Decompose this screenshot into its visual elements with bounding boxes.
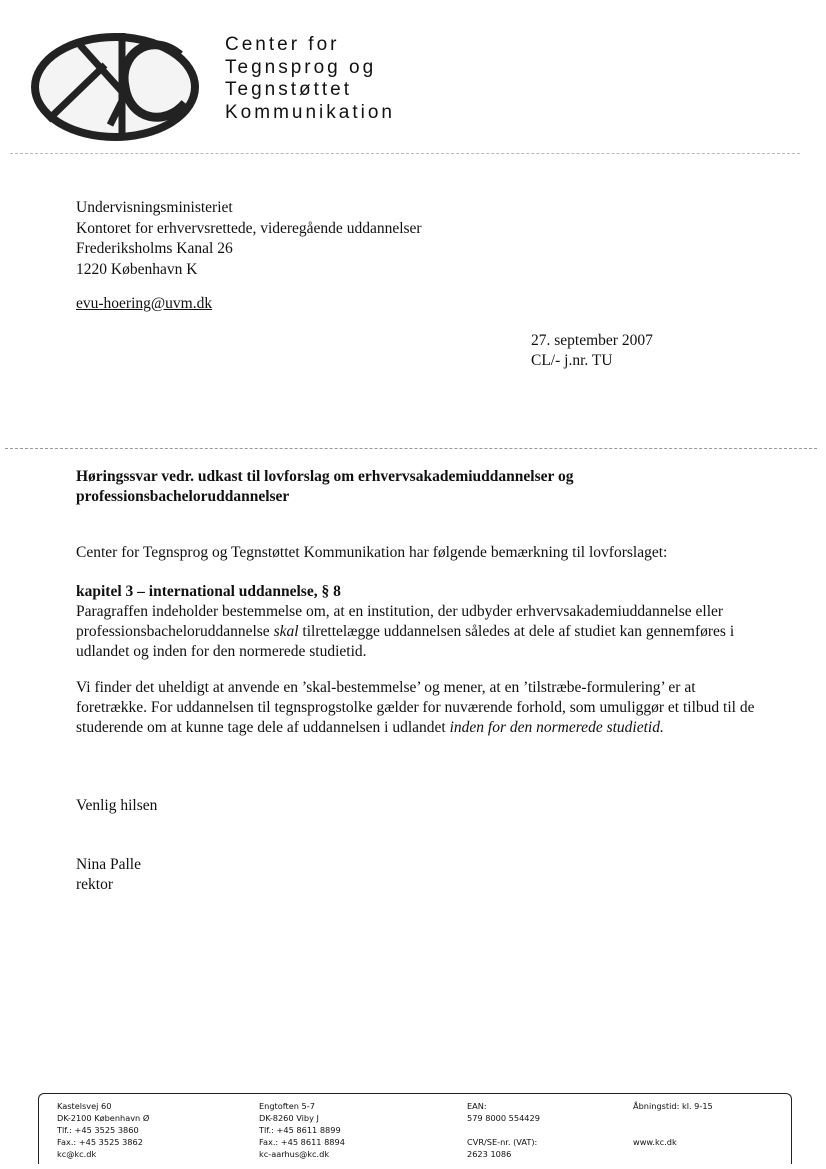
section-text-part: tilrettelægge uddannelsen således at dele af studiet kan gennemføres i udlandet og inden for den normerede studietid. [76, 623, 735, 660]
recipient-line: Undervisningsministeriet [76, 199, 233, 216]
footer-email[interactable]: kc@kc.dk [57, 1149, 97, 1159]
recipient-address [76, 198, 422, 280]
org-line: Tegnsprog og [225, 56, 377, 78]
letter-subject: Høringssvar vedr. udkast til lovforslag om erhvervsakademiuddannelser og professionsbacheloruddannelser [76, 468, 574, 505]
letter-date: 27. september 2007 [531, 332, 653, 349]
footer-line: Fax.: +45 8611 8894 [259, 1137, 345, 1147]
section-text-emphasis: skal [273, 623, 299, 640]
letter-footer [38, 1093, 792, 1164]
section-chapter-3 [76, 582, 756, 662]
reference-number: CL/- j.nr. TU [531, 352, 613, 369]
footer-line: Tlf.: +45 3525 3860 [57, 1125, 139, 1135]
opinion-text: Vi finder det uheldigt at anvende en ’skal-bestemmelse’ og mener, at en ’tilstræbe-formulering’ er at foretrække. For uddannelsen til tegnsprogstolke gælder for nuværende forhold, som umuliggør et tilbud til de studerende om at kunne tage dele af uddannelsen i udlandet [76, 679, 755, 736]
footer-line: Tlf.: +45 8611 8899 [259, 1125, 341, 1135]
footer-copenhagen-address [57, 1100, 149, 1160]
footer-line: EAN: [467, 1101, 487, 1111]
date-block [531, 331, 653, 371]
footer-line: Engtoften 5-7 [259, 1101, 315, 1111]
section-text-part: Paragraffen indeholder bestemmelse om, at en institution, der udbyder erhvervsakademiuddannelse eller professionsbacheloruddannelse [76, 603, 724, 640]
recipient-email[interactable]: evu-hoering@uvm.dk [76, 295, 213, 312]
recipient-line: Frederiksholms Kanal 26 [76, 240, 233, 257]
intro-paragraph: Center for Tegnsprog og Tegnstøttet Kommunikation har følgende bemærkning til lovforslaget: [76, 544, 668, 561]
footer-line: Fax.: +45 3525 3862 [57, 1137, 143, 1147]
org-line: Kommunikation [225, 101, 395, 123]
signer-title: rektor [76, 876, 114, 893]
footer-line: 2623 1086 [467, 1149, 512, 1159]
signature-block [76, 855, 141, 895]
signer-name: Nina Palle [76, 856, 141, 873]
footer-registration [467, 1100, 540, 1160]
footer-opening-hours: Åbningstid: kl. 9-15 [633, 1101, 713, 1111]
body-divider [5, 448, 817, 449]
footer-line: CVR/SE-nr. (VAT): [467, 1137, 538, 1147]
footer-line: 579 8000 554429 [467, 1113, 540, 1123]
footer-line: DK-2100 København Ø [57, 1113, 150, 1123]
footer-info [633, 1100, 713, 1148]
organization-name [225, 34, 395, 124]
section-text [76, 602, 756, 662]
header-divider [10, 153, 800, 154]
closing-salutation: Venlig hilsen [76, 797, 158, 814]
footer-website[interactable]: www.kc.dk [633, 1137, 677, 1147]
org-line: Center for [225, 34, 340, 55]
kc-logo [30, 25, 200, 145]
opinion-paragraph [76, 678, 756, 738]
org-line: Tegnstøttet [225, 79, 352, 100]
recipient-line: Kontoret for erhvervsrettede, videregående uddannelser [76, 219, 422, 237]
footer-line: Kastelsvej 60 [57, 1101, 112, 1111]
footer-email[interactable]: kc-aarhus@kc.dk [259, 1149, 330, 1159]
footer-line: DK-8260 Viby J [259, 1113, 319, 1123]
footer-aarhus-address [259, 1100, 345, 1160]
opinion-emphasis: inden for den normerede studietid. [449, 719, 664, 736]
section-heading: kapitel 3 – international uddannelse, § 8 [76, 583, 341, 600]
recipient-line: 1220 København K [76, 260, 198, 278]
